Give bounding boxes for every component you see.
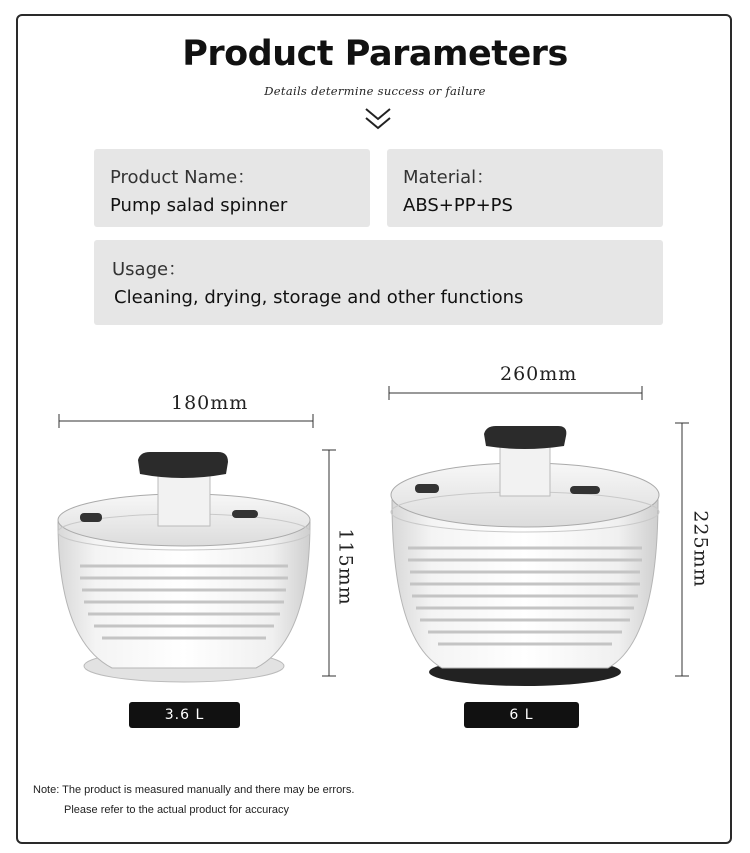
material-value: ABS+PP+PS <box>403 195 513 216</box>
measurement-note: Note: The product is measured manually and there may be errors. <box>33 784 355 796</box>
large-width-dimension <box>389 386 642 400</box>
product-name-label: Product Name： <box>110 167 256 188</box>
large-salad-spinner-image <box>391 426 659 686</box>
material-label: Material： <box>403 167 495 188</box>
large-capacity-badge: 6 L <box>464 702 579 728</box>
usage-label: Usage： <box>112 259 187 280</box>
large-height-label: 225mm <box>689 510 712 588</box>
large-width-label: 260mm <box>500 363 578 385</box>
small-capacity-badge: 3.6 L <box>129 702 240 728</box>
page-title: Product Parameters <box>182 34 568 74</box>
small-width-dimension <box>59 414 313 428</box>
product-name-value: Pump salad spinner <box>110 195 288 216</box>
small-height-label: 115mm <box>334 528 357 606</box>
small-width-label: 180mm <box>171 392 249 414</box>
page-subtitle: Details determine success or failure <box>264 84 486 98</box>
large-height-dimension <box>675 423 689 676</box>
usage-value: Cleaning, drying, storage and other functions <box>114 287 524 308</box>
small-salad-spinner-image <box>58 452 310 682</box>
accuracy-note: Please refer to the actual product for accuracy <box>64 804 290 816</box>
